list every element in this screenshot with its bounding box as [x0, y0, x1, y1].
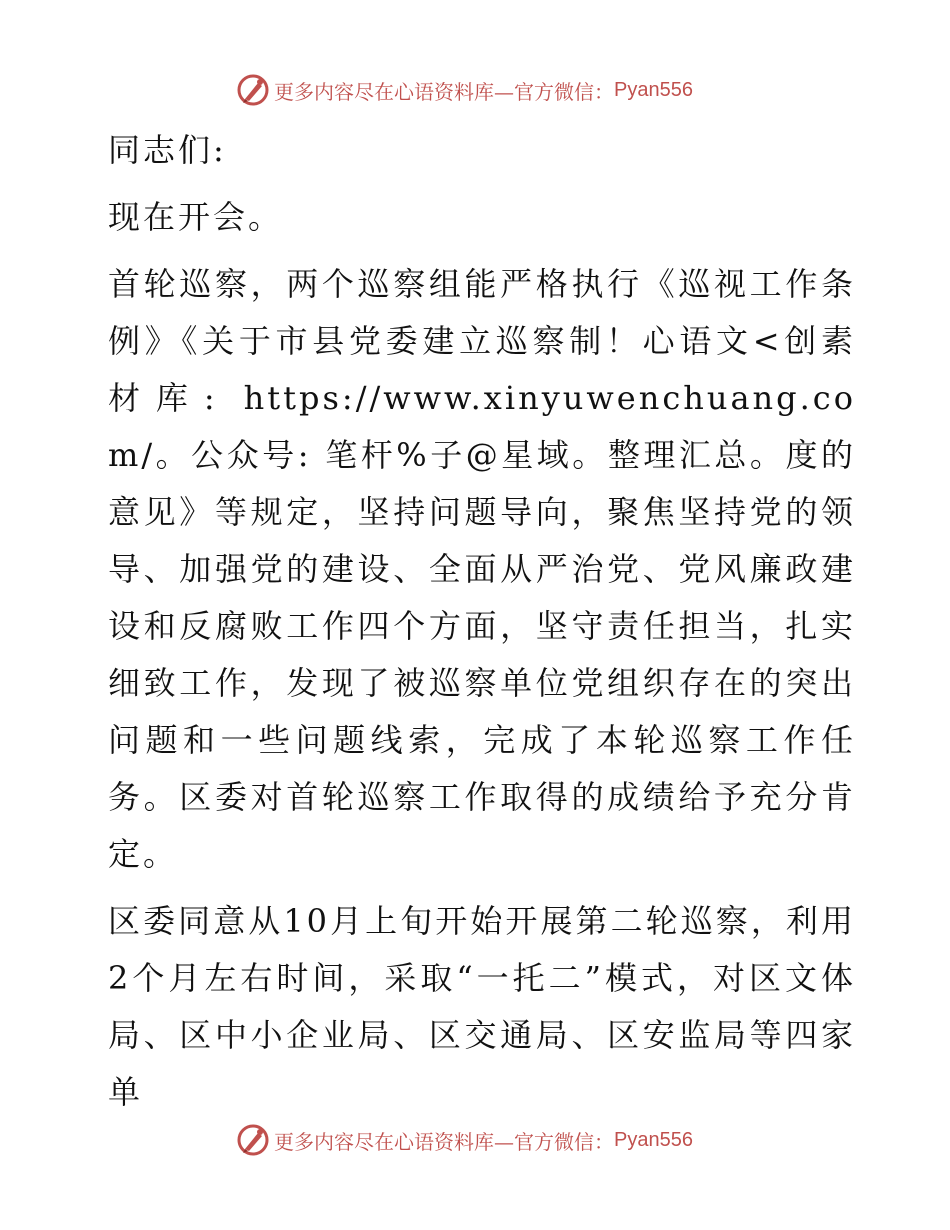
- wechat-account: Pyan556: [614, 1128, 693, 1151]
- wechat-account: Pyan556: [614, 78, 693, 101]
- paragraph-first-round: 首轮巡察，两个巡察组能严格执行《巡视工作条例》《关于市县党委建立巡察制！心语文<创素材库: https://www.xinyuwenchuang.com/。公众号: 笔杆%子@星域。整理汇总。度的意见》等规定，坚持问题导向，聚焦坚持党的领导、加强党的建设、全面从严治党、党风廉政建设和反腐败工作四个方面，坚守责任担当，扎实细致工作，发现了被巡察单位党组织存在的突出问题和一些问题线索，完成了本轮巡察工作任务。区委对首轮巡察工作取得的成绩给予充分肯定。: [108, 265, 856, 873]
- salutation: 同志们:: [108, 131, 227, 169]
- paragraph-second-round: 区委同意从10月上旬开始开展第二轮巡察，利用2个月左右时间，采取“一托二”模式，对区文体局、区中小企业局、区交通局、区安监局等四家单: [108, 902, 856, 1111]
- banner-text: 更多内容尽在心语资料库—官方微信：: [274, 1129, 614, 1154]
- banner-text: 更多内容尽在心语资料库—官方微信：: [274, 79, 614, 104]
- opening-line: 现在开会。: [108, 198, 284, 236]
- document-body: [96, 122, 856, 1131]
- footer-banner: [236, 1122, 693, 1158]
- header-banner: [236, 72, 693, 108]
- pen-logo-icon: [236, 1123, 270, 1157]
- pen-logo-icon: [236, 73, 270, 107]
